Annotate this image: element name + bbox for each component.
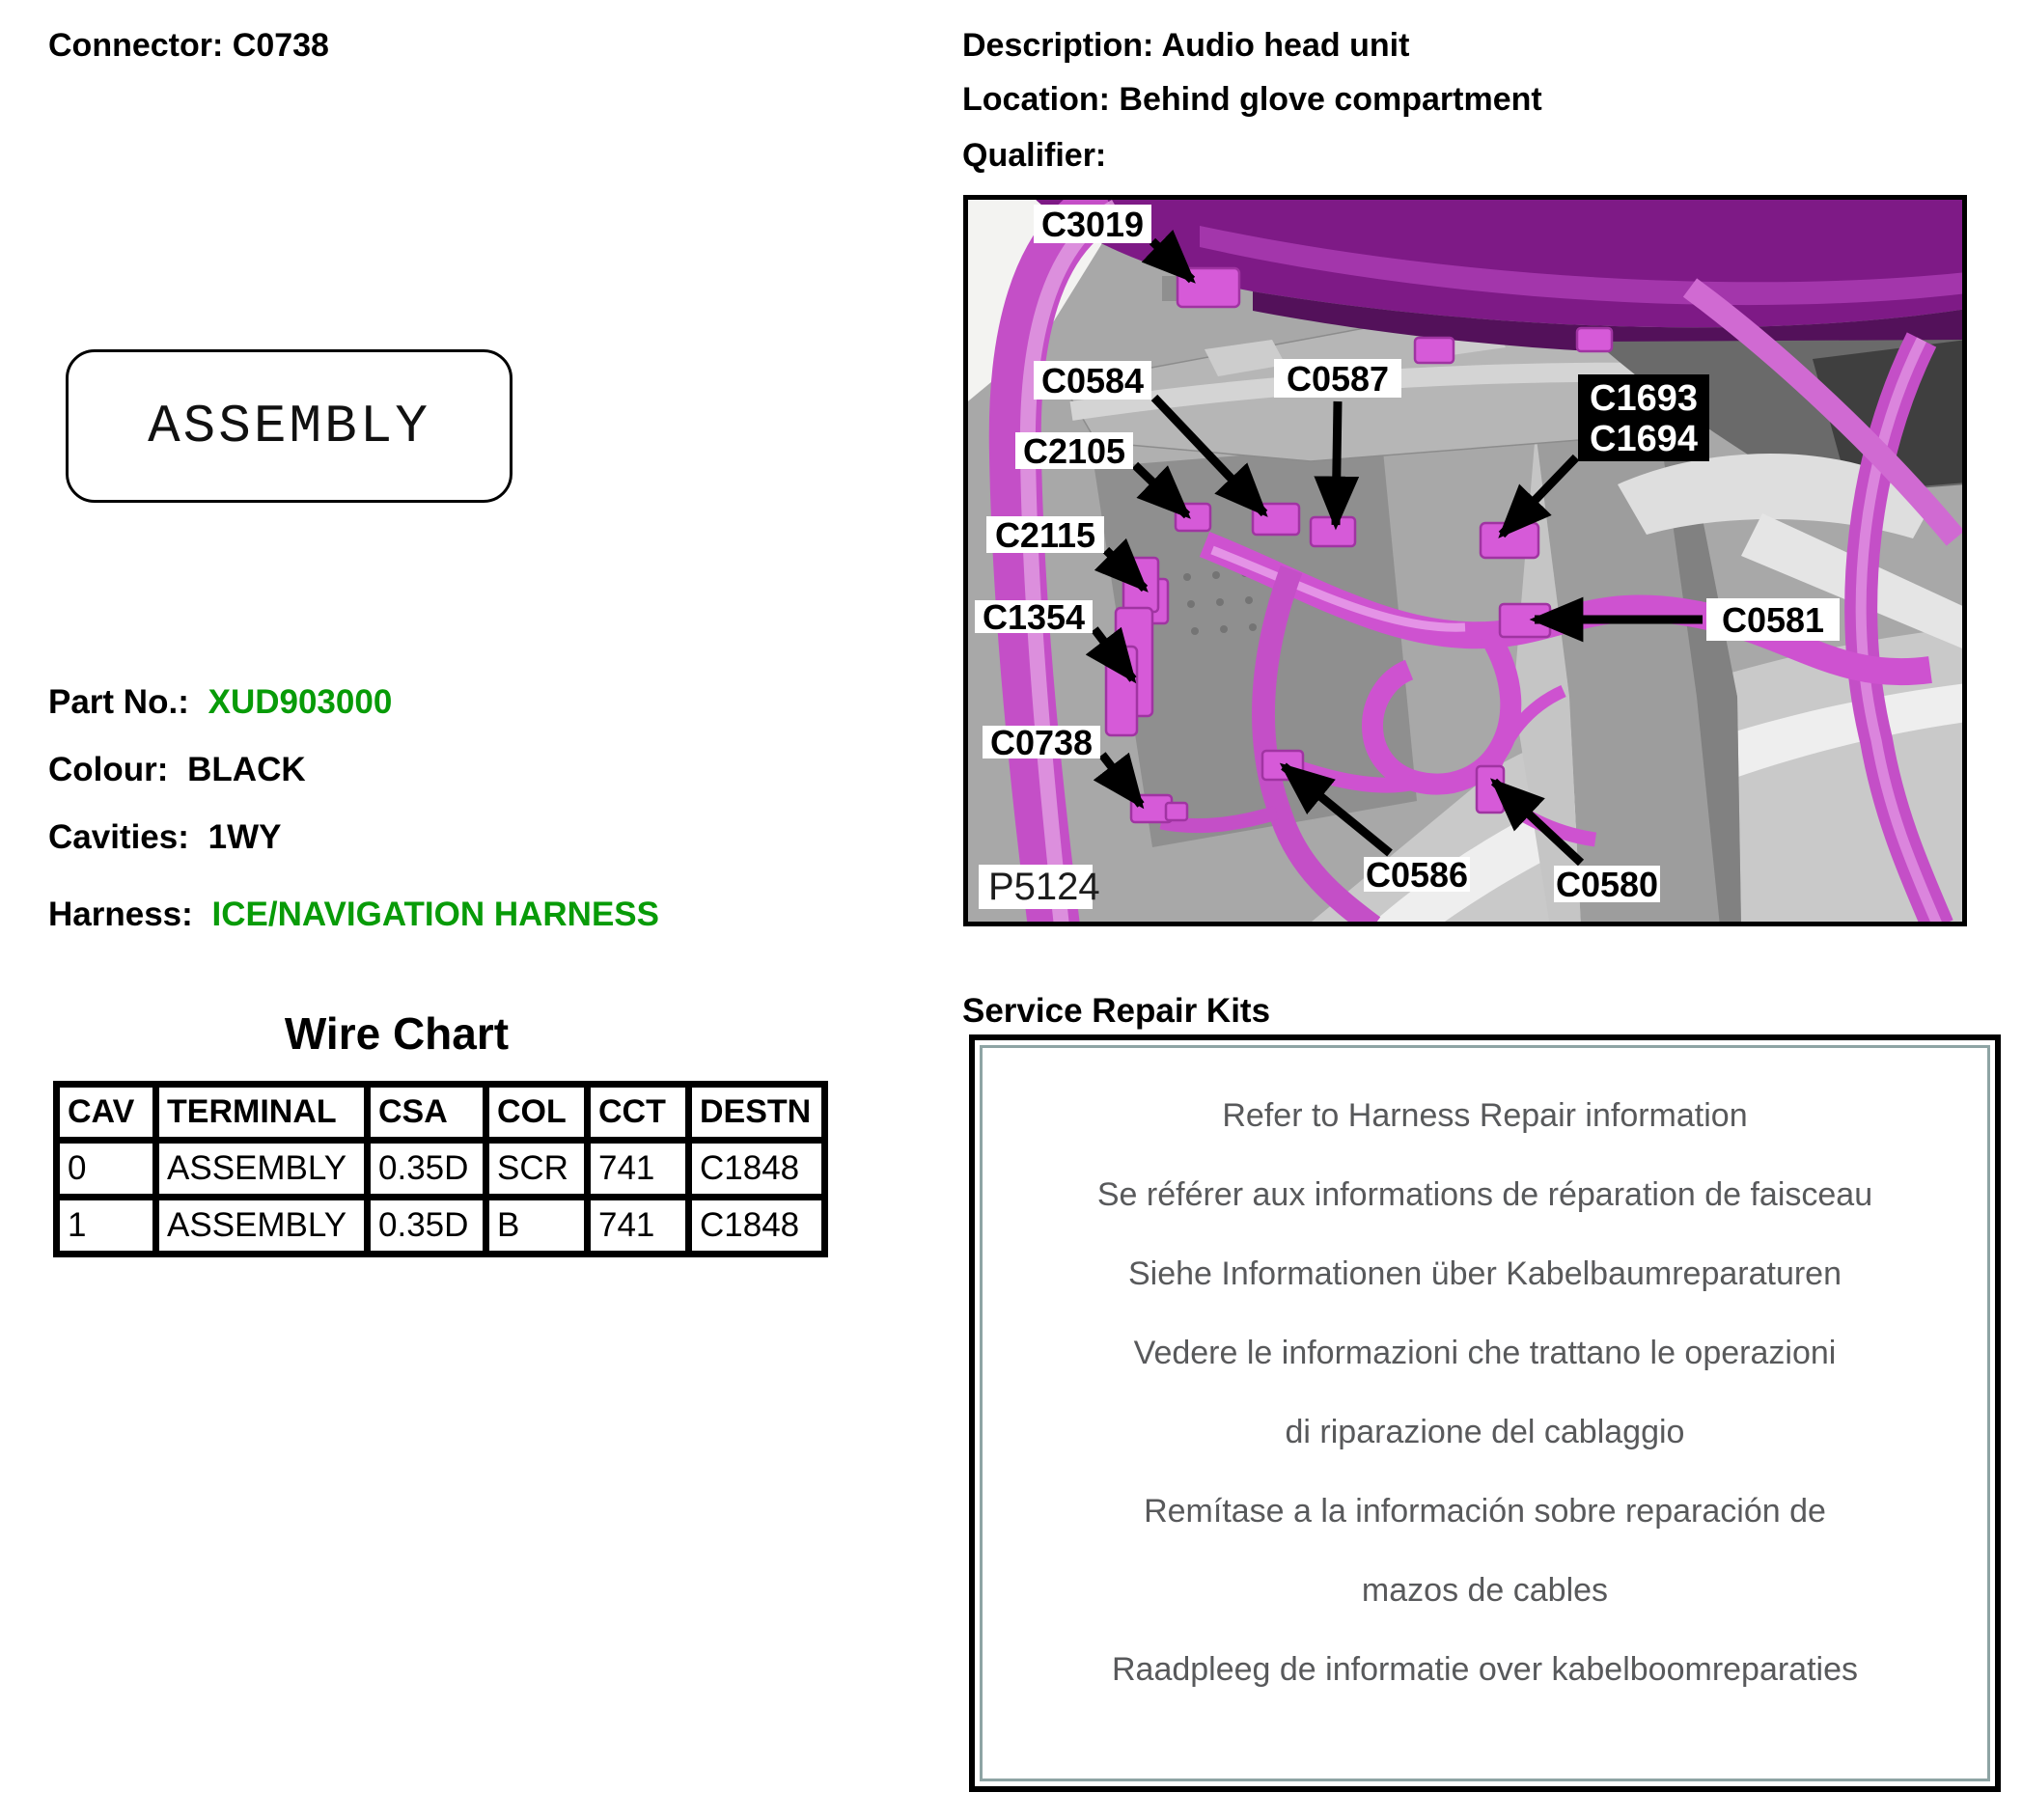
service-line: Se référer aux informations de réparation de faisceau bbox=[1096, 1176, 1873, 1213]
service-line: di riparazione del cablaggio bbox=[1285, 1414, 1685, 1450]
harness-label: Harness: bbox=[48, 896, 193, 933]
part-number-line bbox=[48, 683, 392, 722]
wire-chart-cell: 1 bbox=[57, 1198, 156, 1255]
wire-chart-cell: C1848 bbox=[689, 1141, 825, 1198]
callout-label-C0581: C0581 bbox=[1721, 600, 1825, 640]
callout-label-C0584: C0584 bbox=[1040, 361, 1145, 400]
part-number-value: XUD903000 bbox=[208, 683, 393, 721]
harness-line bbox=[48, 896, 659, 934]
service-line: Remítase a la información sobre reparación de bbox=[1144, 1493, 1826, 1530]
callout-label-C0738: C0738 bbox=[989, 723, 1094, 762]
service-line: Raadpleeg de informatie over kabelboomreparaties bbox=[1111, 1651, 1859, 1688]
wire-chart-header-destn: DESTN bbox=[689, 1085, 825, 1141]
wire-chart-cell: ASSEMBLY bbox=[156, 1198, 368, 1255]
wire-chart-cell: 741 bbox=[588, 1198, 689, 1255]
wire-chart-cell: ASSEMBLY bbox=[156, 1141, 368, 1198]
connector-title: Connector: C0738 bbox=[48, 27, 329, 64]
callout-label-C0587: C0587 bbox=[1286, 359, 1390, 399]
callout-label-C0586: C0586 bbox=[1365, 855, 1469, 895]
wire-chart-header-cct: CCT bbox=[588, 1085, 689, 1141]
figure-id-label: P5124 bbox=[988, 866, 1100, 908]
description-line: Description: Audio head unit bbox=[962, 27, 1410, 64]
service-line: mazos de cables bbox=[1361, 1572, 1609, 1609]
service-repair-kits-box bbox=[969, 1034, 2001, 1792]
harness-location-illustration bbox=[963, 195, 1967, 926]
part-number-label: Part No.: bbox=[48, 683, 189, 721]
callout-arrow-C0587 bbox=[1336, 401, 1338, 525]
wire-chart-cell: 741 bbox=[588, 1141, 689, 1198]
cavities-line bbox=[48, 818, 282, 857]
colour-value: BLACK bbox=[187, 751, 306, 788]
wire-chart-header-row bbox=[57, 1085, 825, 1141]
wire-chart-header-terminal: TERMINAL bbox=[156, 1085, 368, 1141]
callout-label-C2105: C2105 bbox=[1022, 431, 1126, 471]
wire-chart-header-cav: CAV bbox=[57, 1085, 156, 1141]
harness-value: ICE/NAVIGATION HARNESS bbox=[211, 896, 659, 933]
qualifier-line: Qualifier: bbox=[962, 137, 1107, 174]
callout-label-C1693: C1693 bbox=[1590, 378, 1698, 419]
callout-label-C2115: C2115 bbox=[994, 515, 1096, 555]
service-repair-kits-text bbox=[980, 1045, 1990, 1781]
wire-chart-row bbox=[57, 1141, 825, 1198]
wire-chart-cell: B bbox=[486, 1198, 588, 1255]
wire-chart-header-col: COL bbox=[486, 1085, 588, 1141]
wire-chart-cell: SCR bbox=[486, 1141, 588, 1198]
service-repair-kits-heading: Service Repair Kits bbox=[962, 992, 1271, 1030]
wire-chart-table bbox=[53, 1081, 828, 1257]
wire-chart-header-csa: CSA bbox=[368, 1085, 486, 1141]
callout-label-C1354: C1354 bbox=[982, 597, 1086, 637]
wire-chart-cell: 0 bbox=[57, 1141, 156, 1198]
harness-location-image bbox=[963, 195, 1967, 926]
callout-label-C1694: C1694 bbox=[1590, 419, 1698, 459]
callout-label-C0580: C0580 bbox=[1555, 865, 1659, 904]
service-line: Siehe Informationen über Kabelbaumreparaturen bbox=[1127, 1255, 1842, 1292]
wire-chart-cell: C1848 bbox=[689, 1198, 825, 1255]
location-line: Location: Behind glove compartment bbox=[962, 81, 1542, 118]
cavities-label: Cavities: bbox=[48, 818, 189, 856]
wire-chart-cell: 0.35D bbox=[368, 1198, 486, 1255]
service-line: Refer to Harness Repair information bbox=[1222, 1097, 1748, 1134]
service-line: Vedere le informazioni che trattano le operazioni bbox=[1133, 1335, 1837, 1371]
assembly-label: ASSEMBLY bbox=[148, 395, 430, 457]
wire-chart-row bbox=[57, 1198, 825, 1255]
wire-chart-cell: 0.35D bbox=[368, 1141, 486, 1198]
wire-chart-title: Wire Chart bbox=[284, 1008, 510, 1059]
cavities-value: 1WY bbox=[208, 818, 282, 856]
colour-label: Colour: bbox=[48, 751, 169, 788]
connector-face-view-box bbox=[66, 349, 512, 503]
callout-label-C3019: C3019 bbox=[1040, 205, 1145, 244]
colour-line bbox=[48, 751, 306, 789]
